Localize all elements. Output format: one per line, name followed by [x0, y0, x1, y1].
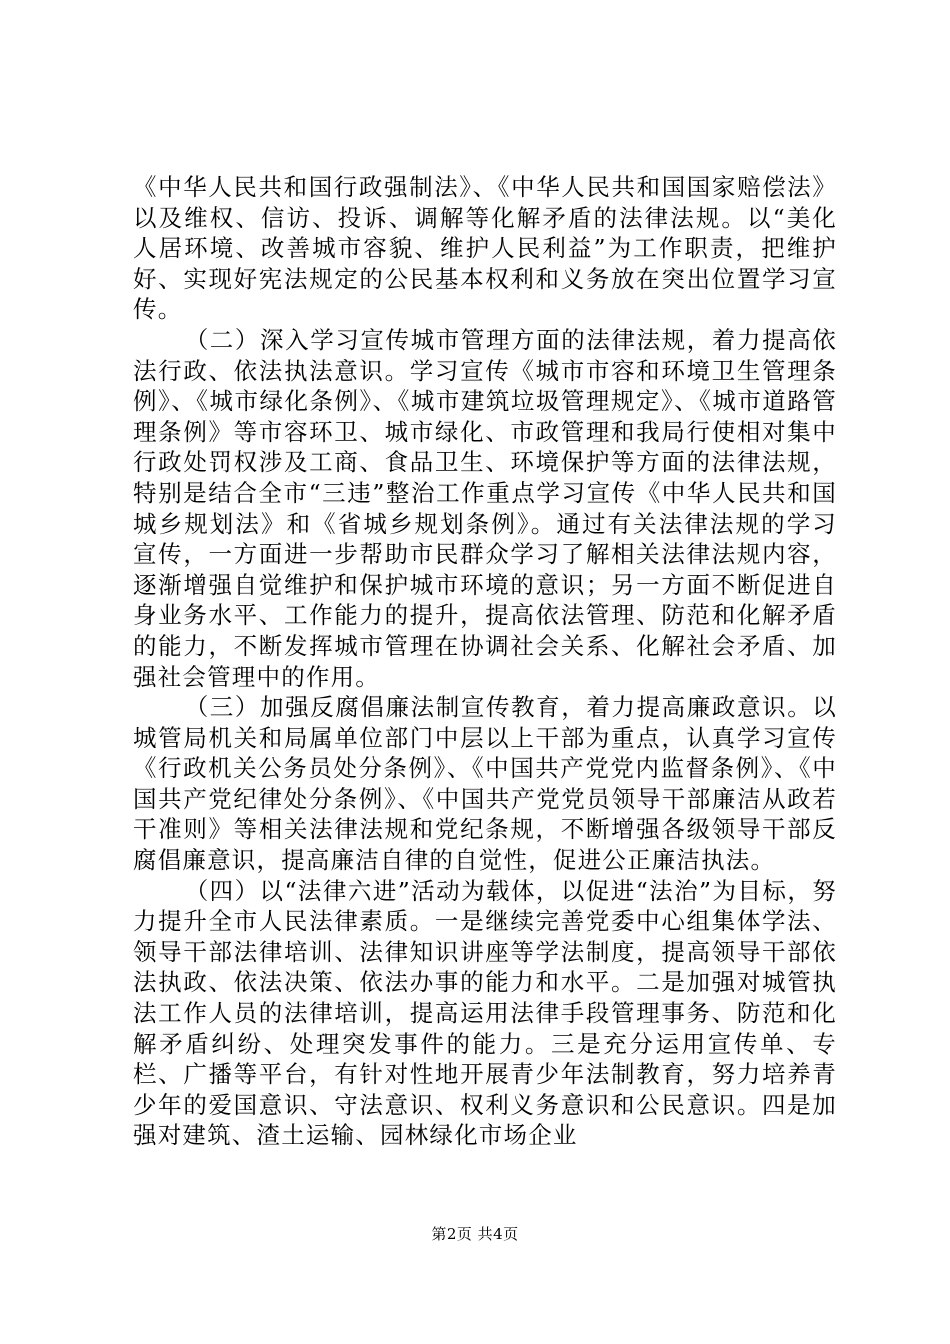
paragraph-section-4: （四）以“法律六进”活动为载体，以促进“法治”为目标，努力提升全市人民法律素质。一是继续完善党委中心组集体学法、领导干部法律培训、法律知识讲座等学法制度，提高领导干部依法执政、依法决策、依法办事的能力和水平。二是加强对城管执法工作人员的法律培训，提高运用法律手段管理事务、防范和化解矛盾纠纷、处理突发事件的能力。三是充分运用宣传单、专栏、广播等平台，有针对性地开展青少年法制教育，努力培养青少年的爱国意识、守法意识、权利义务意识和公民意识。四是加强对建筑、渣土运输、园林绿化市场企业 [133, 876, 837, 1150]
paragraph-intro-continuation: 《中华人民共和国行政强制法》、《中华人民共和国国家赔偿法》以及维权、信访、投诉、调解等化解矛盾的法律法规。以“美化人居环境、改善城市容貌、维护人民利益”为工作职责，把维护好、实现好宪法规定的公民基本权利和义务放在突出位置学习宣传。 [133, 173, 837, 324]
page-footer [0, 1224, 950, 1244]
paragraph-section-2: （二）深入学习宣传城市管理方面的法律法规，着力提高依法行政、依法执法意识。学习宣传《城市市容和环境卫生管理条例》、《城市绿化条例》、《城市建筑垃圾管理规定》、《城市道路管理条例》等市容环卫、城市绿化、市政管理和我局行使相对集中行政处罚权涉及工商、食品卫生、环境保护等方面的法律法规，特别是结合全市“三违”整治工作重点学习宣传《中华人民共和国城乡规划法》和《省城乡规划条例》。通过有关法律法规的学习宣传，一方面进一步帮助市民群众学习了解相关法律法规内容，逐渐增强自觉维护和保护城市环境的意识；另一方面不断促进自身业务水平、工作能力的提升，提高依法管理、防范和化解矛盾的能力，不断发挥城市管理在协调社会关系、化解社会矛盾、加强社会管理中的作用。 [133, 325, 837, 691]
page-number-label: 第2页 共4页 [431, 1225, 519, 1243]
document-body [133, 172, 837, 1151]
paragraph-section-3: （三）加强反腐倡廉法制宣传教育，着力提高廉政意识。以城管局机关和局属单位部门中层以上干部为重点，认真学习宣传《行政机关公务员处分条例》、《中国共产党党内监督条例》、《中国共产党纪律处分条例》、《中国共产党党员领导干部廉洁从政若干准则》等相关法律法规和党纪条规，不断增强各级领导干部反腐倡廉意识，提高廉洁自律的自觉性，促进公正廉洁执法。 [133, 693, 837, 875]
